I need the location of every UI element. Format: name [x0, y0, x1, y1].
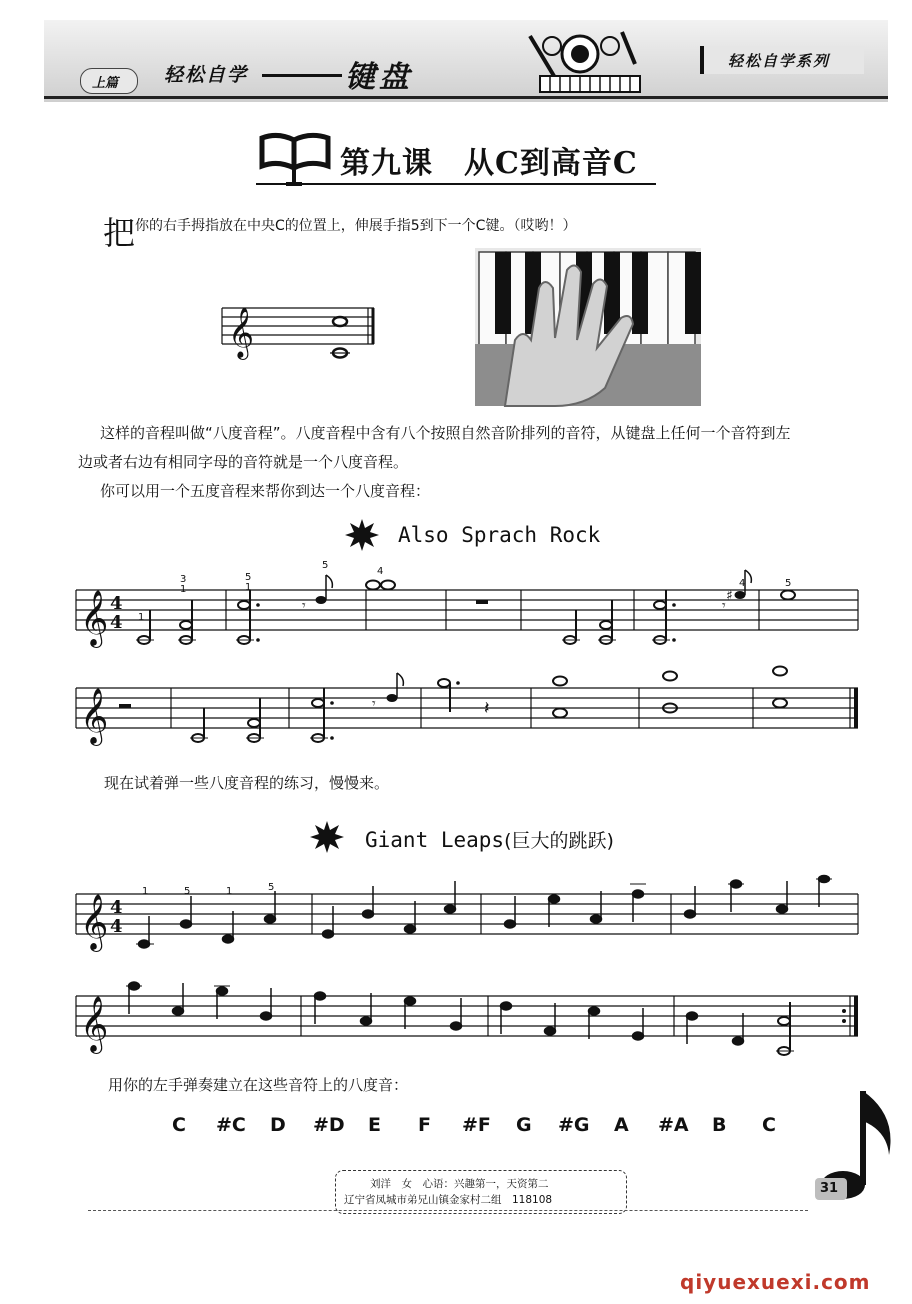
note-name: #A [658, 1114, 689, 1136]
note-name: D [270, 1114, 286, 1136]
page-number: 31 [820, 1181, 839, 1196]
song2-title-cn: (巨大的跳跃) [504, 830, 614, 852]
song-burst-icon [310, 820, 344, 854]
svg-text:𝄾: 𝄾 [302, 598, 306, 614]
note-name: #F [462, 1114, 491, 1136]
svg-text:𝄾: 𝄾 [722, 598, 726, 614]
svg-text:𝄞: 𝄞 [80, 590, 109, 646]
header-title-big: 键盘 [345, 60, 413, 95]
note-name: B [712, 1114, 727, 1136]
song2-title [365, 826, 614, 853]
intro-text: 你的右手拇指放在中央C的位置上，伸展手指5到下一个C键。（哎哟！） [135, 218, 577, 234]
octave-staff-example [220, 300, 380, 362]
song-burst-icon [345, 518, 379, 552]
song2-time-bottom: 4 [110, 916, 123, 937]
intro-drop-char: 把 [103, 214, 136, 252]
section-tag: 上篇 [92, 76, 119, 91]
footer-line1: 刘洋 女 心语：兴趣第一，天资第二 [370, 1178, 549, 1190]
practice-text: 现在试着弹一些八度音程的练习，慢慢来。 [104, 774, 390, 792]
lesson-title: 第九课 从C到高音C [340, 146, 638, 181]
svg-text:𝄾: 𝄾 [372, 696, 376, 712]
fingering-label: 1 [180, 584, 187, 595]
left-hand-text: 用你的左手弹奏建立在这些音符上的八度音： [108, 1076, 409, 1094]
title-underline [256, 183, 656, 185]
book-icon [258, 130, 332, 186]
svg-text:𝄞: 𝄞 [80, 688, 109, 744]
footer-line2: 辽宁省凤城市弟兄山镇金家村二组 118108 [344, 1194, 553, 1206]
song1-time-top: 4 [110, 593, 123, 614]
song2-staff-row2 [76, 972, 860, 1056]
note-name: E [368, 1114, 381, 1136]
fingering-label: 1 [142, 886, 149, 897]
fingering-label: 4 [739, 578, 746, 589]
fingering-label: 5 [245, 572, 252, 583]
site-watermark: qiyuexuexi.com [680, 1270, 871, 1294]
header-title-small: 轻松自学 [164, 64, 249, 86]
note-name: A [614, 1114, 629, 1136]
fifth-help-text: 你可以用一个五度音程来帮你到达一个八度音程： [100, 482, 431, 500]
band-instruments-icon [510, 24, 650, 96]
svg-text:𝄞: 𝄞 [80, 996, 109, 1052]
fingering-label: 5 [268, 882, 275, 893]
fingering-label: 1 [226, 886, 233, 897]
header-rule [44, 96, 888, 99]
svg-text:𝄞: 𝄞 [228, 307, 255, 358]
svg-text:𝄞: 𝄞 [80, 894, 109, 950]
hand-on-keyboard-photo [475, 248, 701, 406]
octave-paragraph-line2: 边或者右边有相同字母的音符就是一个八度音程。 [78, 453, 409, 471]
fingering-label: 4 [377, 566, 384, 577]
footer-dotted-rule [88, 1210, 808, 1211]
song1-title: Also Sprach Rock [398, 523, 601, 547]
note-name: G [516, 1114, 532, 1136]
note-name: C [172, 1114, 186, 1136]
fingering-label: 5 [785, 578, 792, 589]
svg-text:𝄽: 𝄽 [484, 698, 490, 719]
song2-staff-row1 [76, 876, 860, 952]
note-name: C [762, 1114, 776, 1136]
song1-staff-row1 [76, 560, 860, 650]
fingering-label: 5 [184, 886, 191, 897]
note-name: #C [216, 1114, 246, 1136]
octave-paragraph-line1: 这样的音程叫做“八度音程”。八度音程中含有八个按照自然音阶排列的音符，从键盘上任何一个音符到左 [100, 424, 791, 442]
fingering-label: 1 [245, 582, 252, 593]
note-names-row [160, 1114, 800, 1140]
song1-time-bottom: 4 [110, 612, 123, 633]
song2-title-en: Giant Leaps [365, 828, 505, 852]
header-dash [262, 74, 342, 77]
song1-staff-row2 [76, 664, 860, 748]
fingering-label: 1 [138, 612, 145, 623]
note-name: #G [558, 1114, 590, 1136]
note-name: F [418, 1114, 431, 1136]
fingering-label: 3 [180, 574, 187, 585]
note-name: #D [313, 1114, 345, 1136]
svg-text:♯: ♯ [726, 588, 733, 604]
fingering-label: 5 [322, 560, 329, 571]
series-label: 轻松自学系列 [728, 52, 831, 70]
song2-time-top: 4 [110, 897, 123, 918]
